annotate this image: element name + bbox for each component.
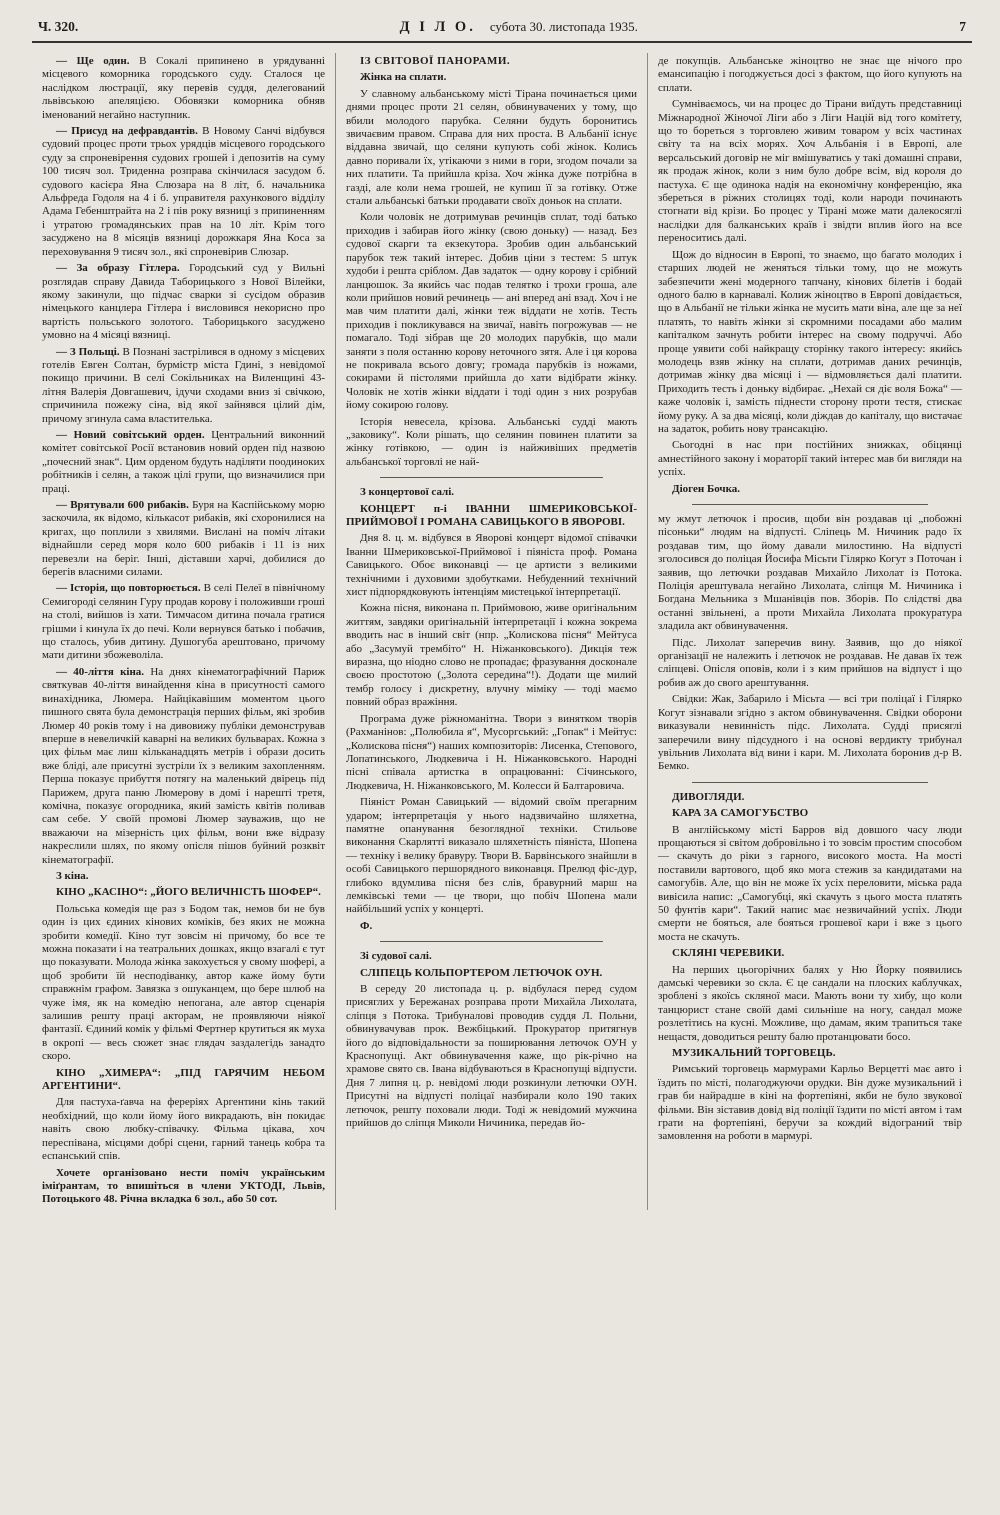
article-subheading: КІНО „ХИМЕРА“: „ПІД ГАРЯЧИМ НЕБОМ АРГЕНТИНИ“. <box>42 1066 325 1093</box>
article-paragraph: де покупців. Альбанське жіноцтво не знає ще нічого про емансипацію і погоджується досі з фактом, що його купують на сплати. <box>658 55 962 94</box>
section-heading: З концертової салі. <box>360 486 455 499</box>
news-brief: — Історія, що повторюється. В селі Пелеї в північному Семигороді селянин Гуру продав корову і положивши гроші на столі, вийшов із хати. Тимчасом дитина почала гратися грішми і кинула їх до печі. Коли вернувся батько і побачив, що сталось, убив дитину. Душогуба арештовано, причому мати дитини збожеволіла. <box>42 582 326 662</box>
brief-lead: — Історія, що повторюється. <box>56 582 204 595</box>
article-paragraph: Для пастуха-ґавча на фереріях Аргентини кінь такий необхідний, що коли йому його викрадають, він покидає навіть свою любку-співачку. Фільма цікава, хоч переспівана, місцями добрі сцени, гарний танець кобра та еспанський спів. <box>42 1096 325 1163</box>
article-paragraph: Польська комедія ще раз з Бодом так, немов би не був один із цих єдиних кінових коміків, без яких не можна зробити комедії. Кіно тут зовсім ні причому, бо все те можна показати і на театральних дошках, якщо взагалі є тут що показувати. Молода жінка закохується у свому шофері, а щоб зробити їй несподіванку, автор каже йому бути справжнім графом. Завязка з ошуканцем, що бере шлюб на чуже імя, як на комедію непогана, але автор сценарія залишив решту праці акторам, не проявляючи ніякої фантазії. Єдиний комік у фільмі Фертнер крутиться як муха в окропі — весь сюжет знає глядач заздалегідь занадто скоро. <box>42 902 325 1063</box>
section-divider <box>692 504 928 505</box>
article-paragraph: В середу 20 листопада ц. р. відбулася перед судом присяглих у Бережанах розправа проти Михайла Лихолата, сліпця з Потока. Трибуналові проводив суддя Л. Польни, обвинувачував прок. Вежбіцький. Прокуратор притягнув його до відповідальности за поширювання летючок ОУН у Краснопущі. Акт обвинувачення каже, що рік-річно на храмове свято св. Івана відбуваються в Краснопущі відпусти. Дня 7 липня ц. р. невідомі люди розкинули летючки ОУН. Присутні на відпусті поліцаї назбирали коло 190 таких летючок, решту поховали люди. Тоді ж невідомий мужчина прийшов до сліпця Миколи Ничиника, передав йо- <box>346 983 637 1130</box>
news-brief: — З Польщі. В Познані застрілився в одному з місцевих готелів Евген Солтан, бурмістр міста Гдині, з невідомої покищо причини. В селі Сокільниках на Виленщині 43-літня Валерія Довгашевич, ідучи сходами вниз зі свічкою, спричинила пожежу сіна, від якої зайнявся цілий дім, причому згинула сама властителька. <box>42 345 325 425</box>
article-paragraph: Кожна пісня, виконана п. Приймовою, живе оригінальним життям, завдяки оригінальній інтерпретації і кожна зокрема вводить нас в інший світ (нпр. „Колискова пісня“ Мейтуса або „Засумуй трембіто“ Н. Ніжанковського). Дикція теж виразна, що ніодно слово не пропадає; фразування досконале своєю простотою („Золота середина“!). Додати ще милий тембр голосу і дискретну, влучну міміку — тоді маємо повний образ вражіння. <box>346 602 637 709</box>
news-brief: — Новий совітський орден. Центральний виконний комітет совітської Росії встановив новий орден під назвою „почесний знак“. Цим орденом будуть наділяти поодиноких робітників і селян, а також цілі групи, що визначилися при праці. <box>42 428 326 495</box>
masthead-date: субота 30. листопада 1935. <box>489 19 638 34</box>
article-paragraph: Програма дуже ріжноманітна. Твори з винятком творів (Рахманінов: „Полюбила я“, Мусоргський: „Гопак“ і Мейтус: „Колискова пісня“) наших композиторів: Лисенка, Степового, Лопатинського, Людкевича і Н. Ніжанковського. Народні пісні співала артистка в опрацюванні: Січинського, Людкевича, Н. Ніжанковського, М. Колесси й Балтаровича. <box>346 712 637 792</box>
news-brief: — Присуд на дефравдантів. В Новому Санчі відбувся судовий процес проти трьох урядців місцевого городського суду за спроневірення судових грошей і депозитів на суму 100 тисяч зол. Триденна розправа скінчилася засудом б. судового касієра Яна Слюзара на 8 літ, б. начальника Альфреда Годоля на 4 і б. управителя рахункового відділу Адама Гебенштрайта на 2 і пів року вязниці з припиненням і утратою громадянських прав на 10 літ. Крім того засуджено на 8 місяців вязниці дорожкаря Яна Коса за переховування 9 тисяч зол., які спроневірив Слюзар. <box>42 125 325 258</box>
section-heading: Зі судової салі. <box>360 950 432 963</box>
article-paragraph: У славному альбанському місті Тірана починається цими днями процес проти 21 селян, обвинувачених у тому, що вбили молодого парубка. Селяни будуть боронитись звичаєвим правом. Справа для них проста. В Альбанії існує віддавна звичай, що селяни купують собі жінок. Колись давно поривали їх, утікаючи з ними в гори, згодом почали за них платити. Та прийшла кріза. Хоч жінка дуже потрібна в газді, але коли нема грошей, не купиш її за готівку. Отже стали альбанські батьки продавати своїх доньок на сплати. <box>346 87 637 208</box>
page-header <box>32 18 972 41</box>
article-headline: Жінка на сплати. <box>360 71 447 84</box>
news-brief: — Ще один. В Сокалі припинено в урядуванні місцевого коморника городського суду. Сталося це наслідком люстрації, яку перевів суддя, делегований львівською апеляцією. Обовязки коморника обняв іменований негайно наступник. <box>42 55 325 121</box>
issue-number: Ч. 320. <box>38 19 79 34</box>
column-left <box>32 53 336 1210</box>
brief-lead: — За образу Гітлера. <box>56 262 190 275</box>
news-brief: — Врятували 600 рибаків. Буря на Каспійському морю заскочила, як відомо, кількасот рибаків, які схоронилися на кригах, що поплили з хвилями. Вислані на поміч літаки віднайшли серед моря коло 600 рибаків і 11 із них перевезли на беріг. Інші, діставши харчі, добилися до берегів власними силами. <box>42 499 325 579</box>
section-divider <box>380 941 603 942</box>
article-subheading: СКЛЯНІ ЧЕРЕВИКИ. <box>672 947 785 960</box>
article-paragraph: На перших цьогорічних балях у Ню Йорку появились дамські черевики зо скла. Є це сандали на плоских каблучках, зроблені з якоїсь скляної маси. Мають вони ту хибу, що коли танцюрист стане своїй дамі сильніше на ногу, сандал може розлетітись на кусні. Можливе, що дамам, яким трапиться таке нещастя, доводиться решту балю протанцювати босо. <box>658 963 962 1043</box>
notice-paragraph: Хочете організовано нести поміч українським іміґрантам, то впишіться в члени УКТОДІ, Львів, Потоцького 48. Річна вкладка 6 зол., або 50 сот. <box>42 1166 325 1206</box>
article-paragraph: Історія невесела, крізова. Альбанські судді мають „заковику“. Коли рішать, що селянин повинен платити за жінку готівкою, — один із найживіших предметів альбанської торговлі не най- <box>346 415 637 468</box>
article-paragraph: Дня 8. ц. м. відбувся в Яворові концерт відомої співачки Іванни Шмериковської-Приймової і піяніста проф. Романа Савицького. Обоє виконавці — це артисти з великими технічними і духовими здобутками. Небуденний технічний хист підпорядковують інтенціям мистецької інтерпретації. <box>346 532 637 599</box>
section-kicker: ІЗ СВІТОВОЇ ПАНОРАМИ. <box>360 55 511 67</box>
section-heading: З кіна. <box>56 869 89 882</box>
brief-lead: — 40-ліття кіна. <box>56 665 151 678</box>
article-subheading: КОНЦЕРТ п-і ІВАННИ ШМЕРИКОВСЬКОЇ-ПРИЙМОВОЇ І РОМАНА САВИЦЬКОГО В ЯВОРОВІ. <box>346 502 637 528</box>
article-paragraph: Римський торговець мармурами Карльо Верцетті має авто і їздить по місті, полагоджуючи орудки. Він дуже музикальний і грав би найрадше в кіні на фортепіяні, якби не було звукової фільми. Він зіставив довід від поліції їздити по місті автом і там грати на фортепіяні, беручи за кождий відограний твір замовлення на роботи в мармурі. <box>658 1063 962 1143</box>
column-middle <box>336 53 648 1210</box>
article-subheading: МУЗИКАЛЬНИЙ ТОРГОВЕЦЬ. <box>672 1047 836 1060</box>
brief-lead: — Присуд на дефравдантів. <box>56 125 203 138</box>
brief-lead: — Врятували 600 рибаків. <box>56 499 193 511</box>
header-rule <box>32 41 972 43</box>
article-paragraph: Сьогодні в нас при постійних знижках, обіцянці амнестійного закону і мораторії такий інтерес мав би вигляди на успіх. <box>658 439 962 479</box>
article-subheading: КАРА ЗА САМОГУБСТВО <box>672 807 809 820</box>
section-divider <box>692 782 928 783</box>
page-number: 7 <box>959 19 966 34</box>
article-paragraph: му жмут летючок і просив, щоби він роздавав ці „побожні пісоньки“ людям на відпусті. Сліпець М. Ничиник радо їх роздавав тим, що йому давали милостиню. На відпусті зголосився до поліцая Йосифа Місьти Гілярко Когут з Поточан і заявив, що летючки роздавав Михайло Лихолат із Потока. Поліція арештувала негайно Лихолата, сліпця М. Ничиника і Богдана Мельника з Мшанівців пов. Зборів. По слідстві два останні звільнені, а проти Михайла Лихолата прокуратура зладила акт обвинувачення. <box>658 513 962 633</box>
columns <box>32 53 972 1210</box>
article-paragraph: В англійському місті Барров від довшого часу люди прощаються зі світом добровільно і то зовсім простим способом — скачуть до ріки з гарного, високого моста. На мості поставили вартового, щоб яко мога стежив за кандидатами на самогубів. Але, що він не може їх усіх переловити, міська рада вивісила напис: „Самогубці, які скачуть з цього моста платять 50 фунтів кари“. Такий напис має незвичайний успіх. Люди смерти не бояться, але бояться грошевої кари і вже з цього моста не скачуть. <box>658 823 962 943</box>
masthead-title: Д І Л О. <box>399 19 476 35</box>
article-paragraph: Підс. Лихолат заперечив вину. Заявив, що до ніякої організації не належить і летючок не роздавав. Не давав їх теж сліпцеві. Опісля оповів, коли і з ким прийшов на відпуст і що робив аж до свого арештування. <box>658 636 962 689</box>
brief-lead: — З Польщі. <box>56 345 123 358</box>
article-paragraph: Щож до відносин в Европі, то знаємо, що багато молодих і старших людей не женяться тільки тому, що не можуть забезпечити жені модерного тапчану, кінових білетів і бодай одного балю в карнавалі. Колиж жіноцтво в Европі довідається, що в Альбанії не тільки жінка не мусить мати віна, але ще за неї платять, то навіть жінки зі скромними посадами або малим капіталком зачнуть робити інтерес на свому подруччі. Або проще уявити собі найкращу сторінку такого інтересу: якийсь молодець взяв жінку на сплати, дотримав даних речинців, дотримав жінку два місяці і — відмовляється далі платити. Приходить тесть і доньку відбирає. „Нехай ся діє воля Божа“ — каже чоловік і, замість піднести сторону проти тестя, стискає йому руку. А за два місяці, коли діждав до капіталу, що вистачає на задаток, робить нову трансакцію. <box>658 248 962 435</box>
article-paragraph: Піяніст Роман Савицький — відомий своїм прегарним ударом; інтерпретація у нього надзвичайно шляхетна, памятне опанування безоглядної техніки. Стильове виконання Скарлятті виказало шляхетність піяніста, Шопена — техніку і велику бравуру. Твори В. Барвінського знайшли в особі Савицького першорядного виконавця. Прелюд фіс-дур, глибоко вдумлива пісня без слів, бравурний марш на лемківські теми — це твори, що побіч Шопена мали найбільший успіх у концерті. <box>346 796 637 916</box>
column-right <box>648 53 972 1210</box>
brief-lead: — Ще один. <box>56 55 140 67</box>
brief-lead: — Новий совітський орден. <box>56 428 212 441</box>
article-subheading: СЛІПЕЦЬ КОЛЬПОРТЕРОМ ЛЕТЮЧОК ОУН. <box>360 966 603 979</box>
article-paragraph: Коли чоловік не дотримував речинців сплат, тоді батько приходив і забирав його жінку (свою доньку) — назад. Без судової скарги та екзекутора. Зробив один альбанський парубок теж такий інтерес. Добив ціни з тестем: 5 штук худоби і решта сріблом. Дав задаток — одну корову і срібний ланцюшок. За якийсь час подав телятко і трохи гроша, але коли прийшов новий речинець — ані вперед ані взад. Хоч і не мав чим платити далі, жінки теж віддати не хотів. Тесть приходив і покликувався на звичаї, навіть погрожував — не помагало. Тоді зібрав ще 20 молодих парубків, що мали заняти з поля останню корову неточного зятя. Але і ця корова не покривала всього довгу; громада парубків із ножами, сокирами й пістолями прийшла до хати відібрати жінку. Чоловік не хотів жінки віддати і тоді один з них розрубав йому сокирою голову. <box>346 211 637 412</box>
news-brief: — За образу Гітлера. Городський суд у Вильні розглядав справу Давида Таборицького з Нової Вілейки, якому закинули, що підчас сварки зі сусідом образив німецького канцлера Гітлера і висловився некорисно про вартість польського золотого. Таборицького засуджено умовно на 4 місяці вязниці. <box>42 262 325 342</box>
article-signature: Діоген Бочка. <box>672 482 741 495</box>
article-paragraph: Сумніваємось, чи на процес до Тірани виїдуть представниці Міжнародної Жіночої Ліги або з Ліги Націй від того комітету, що то бореться з торговлею живим товаром у всіх частинах світу та на всіх морях. Хоч Альбанія і в Европі, але версальський договір не міг вмішуватись у такі домашні справи, як продаж жінок, коли з ним було добре всім, від короля до пастуха. Є ще одинока надія на економічну конференцію, яка збереться в ріжних столицях тоді, коли народи починають стогнати від крізи. Бо процес у Тірані може мати далекосяглі наслідки для балканських країв і звідти вплив його на все переноситись далі. <box>658 98 962 245</box>
article-subheading: КІНО „КАСІНО“: „ЙОГО ВЕЛИЧНІСТЬ ШОФЕР“. <box>56 886 321 899</box>
article-paragraph: Свідки: Жак, Забарило і Місьта — всі три поліцаї і Гілярко Когут зізнавали згідно з актом обвинувачення. Свідки оборони виказували невинність підс. Лихолата. Судді присяглі заперечили вину підсудного і на основі вердикту трибунал увільнив Лихолата від вини і кари. М. Лихолата боронив д-р В. Бемко. <box>658 693 962 773</box>
article-signature: Ф. <box>360 919 373 932</box>
section-divider <box>380 477 603 478</box>
news-brief: — 40-ліття кіна. На днях кінематографічний Париж святкував 40-ліття винайдення кіна в присутності самого винахідника, Люмера. Найцікавішим моментом цього пишного свята була демонстрація перших фільм, які зробив Люмер 40 років тому і на дивовижу публіки демонстрував вперше в невеличкій каварні на великих бульварах. Кожна з цих фільм має лиш кільканадцять метрів і образи досить вже бліді, але присутні зустріли їх з великим захопленням. Перша показує прибуття потягу на маленький двірець під Парижем, друга паню Люмерову в домі і нарешті третя, комічна, показує огородника, який замість квітів поливав сам себе. У своїй промові Люмер зауважив, що не вважаючи на мізерність цих фільм, вони вже відразу накреслили шлях, по якому опісля пішов буйний розквіт кінематографії. <box>42 665 325 866</box>
masthead <box>400 18 638 36</box>
section-heading: ДИВОГЛЯДИ. <box>672 790 745 803</box>
